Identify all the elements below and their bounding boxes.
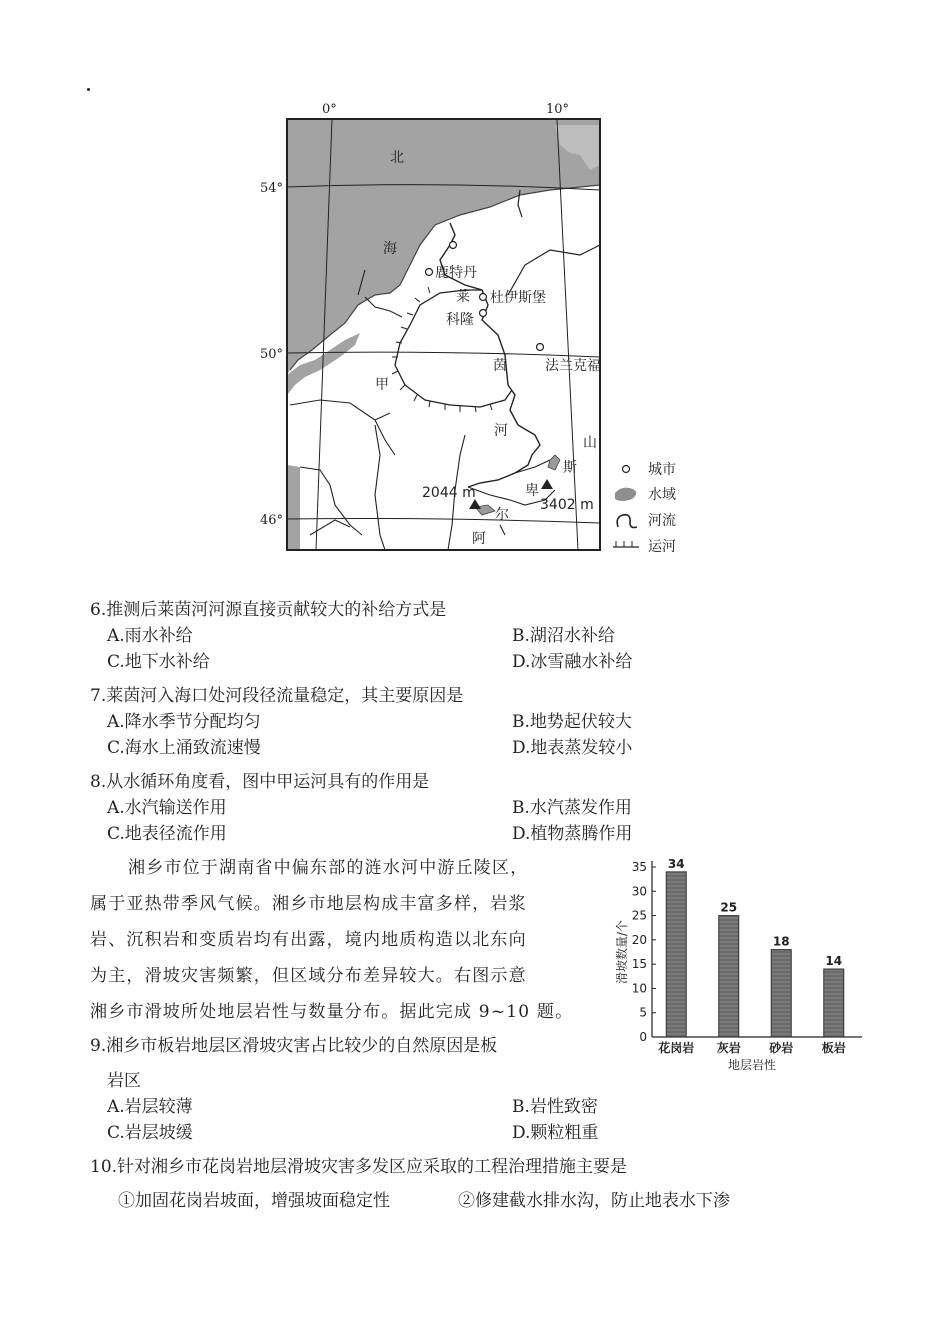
y-tick-label: 10 [631, 981, 647, 996]
canal-jia-label: 甲 [375, 377, 389, 393]
passage-line-5: 湘乡市滑坡所处地层岩性与数量分布。据此完成 9~10 题。 [90, 1002, 574, 1022]
stray-dot [87, 88, 90, 91]
x-tick-label: 花岗岩 [658, 1041, 695, 1055]
north-sea-label-2: 海 [383, 241, 397, 257]
lon-label-10: 10° [546, 102, 570, 117]
q7-option-d: D.地表蒸发较小 [512, 738, 633, 758]
alps-label-2: 尔 [495, 507, 509, 523]
alps-label-3: 卑 [525, 483, 539, 499]
q6-option-a: A.雨水补给 [107, 626, 193, 646]
legend-water-icon [615, 488, 636, 501]
y-tick-label: 5 [639, 1005, 647, 1020]
legend-river-icon [617, 515, 637, 528]
alps-label-4: 斯 [563, 460, 577, 476]
passage-line-1: 湘乡市位于湖南省中偏东部的涟水河中游丘陵区， [128, 858, 529, 878]
q8-option-c: C.地表径流作用 [107, 824, 227, 844]
passage-line-2: 属于亚热带季风气候。湘乡市地层构成丰富多样，岩浆 [90, 894, 527, 914]
cologne-label: 科隆 [446, 312, 474, 328]
q10-item-1: ①加固花岗岩坡面，增强坡面稳定性 [118, 1191, 390, 1211]
q6-option-b: B.湖沼水补给 [512, 626, 615, 646]
peak2-label: 3402 m [540, 497, 594, 513]
duisburg-label: 杜伊斯堡 [490, 290, 546, 306]
q9-option-d: D.颗粒粗重 [512, 1123, 599, 1143]
bar-3 [824, 969, 844, 1037]
legend-city-icon [623, 466, 630, 473]
rotterdam-label: 鹿特丹 [435, 265, 477, 281]
rhine-river [440, 223, 540, 487]
q7-option-a: A.降水季节分配均匀 [107, 712, 261, 732]
bar-2 [771, 950, 791, 1037]
rhine-label-3: 河 [494, 423, 508, 439]
city-cologne [480, 310, 487, 317]
city-rotterdam [426, 269, 433, 276]
x-tick-label: 砂岩 [769, 1041, 794, 1055]
q8-option-b: B.水汽蒸发作用 [512, 798, 632, 818]
q9-option-a: A.岩层较薄 [107, 1097, 193, 1117]
alps-label-1: 阿 [472, 531, 486, 547]
bar-value-label: 25 [720, 900, 738, 915]
lat-label-54: 54° [260, 181, 284, 196]
peak1-label: 2044 m [422, 485, 476, 501]
question-8-stem: 8.从水循环角度看，图中甲运河具有的作用是 [90, 772, 430, 792]
q8-option-d: D.植物蒸腾作用 [512, 824, 633, 844]
bar-value-label: 14 [825, 954, 843, 968]
lat-label-46: 46° [260, 513, 284, 528]
y-axis-label: 滑坡数量/个 [615, 919, 629, 985]
legend-river-label: 河流 [648, 513, 676, 529]
peak-3402 [541, 479, 553, 489]
passage-line-4: 为主，滑坡灾害频繁，但区域分布差异较大。右图示意 [90, 966, 527, 986]
rhine-map [250, 95, 700, 560]
rhine-label-2: 茵 [493, 358, 507, 374]
bar-0 [666, 872, 686, 1037]
alps-label-5: 山 [583, 435, 597, 451]
bar-value-label: 34 [667, 856, 685, 871]
y-tick-label: 20 [631, 932, 647, 947]
q7-option-b: B.地势起伏较大 [512, 712, 632, 732]
bar-1 [719, 916, 739, 1037]
x-tick-label: 灰岩 [716, 1041, 741, 1055]
y-tick-label: 25 [631, 908, 647, 923]
legend-city-label: 城市 [648, 462, 676, 478]
canal-jia [395, 290, 512, 407]
legend-water-label: 水域 [648, 487, 676, 503]
city-frankfurt [537, 344, 544, 351]
north-sea-label-1: 北 [390, 150, 404, 166]
q9-option-b: B.岩性致密 [512, 1097, 598, 1117]
x-tick-label: 板岩 [821, 1041, 846, 1055]
question-9-stem-line2: 岩区 [107, 1071, 141, 1091]
rhine-label-1: 莱 [456, 289, 470, 305]
landslide-bar-chart [600, 850, 880, 1080]
bar-value-label: 18 [772, 934, 790, 949]
q10-item-2: ②修建截水排水沟，防止地表水下渗 [458, 1191, 730, 1211]
y-tick-label: 35 [631, 860, 647, 874]
q7-option-c: C.海水上涌致流速慢 [107, 738, 261, 758]
q6-option-d: D.冰雪融水补给 [512, 652, 633, 672]
y-tick-label: 15 [631, 957, 647, 972]
y-tick-label: 30 [631, 884, 647, 899]
legend-canal-label: 运河 [648, 539, 676, 555]
bay-biscay-water [287, 465, 300, 550]
city-duisburg [480, 294, 487, 301]
q6-option-c: C.地下水补给 [107, 652, 210, 672]
question-6-stem: 6.推测后莱茵河河源直接贡献较大的补给方式是 [90, 600, 447, 620]
y-tick-label: 0 [639, 1030, 647, 1044]
north-sea-water [287, 119, 600, 375]
passage-line-3: 岩、沉积岩和变质岩均有出露，境内地质构造以北东向 [90, 930, 527, 950]
question-9-stem-line1: 9.湘乡市板岩地层区滑坡灾害占比较少的自然原因是板 [90, 1036, 498, 1056]
x-axis-label: 地层岩性 [727, 1058, 777, 1072]
question-7-stem: 7.莱茵河入海口处河段径流量稳定，其主要原因是 [90, 686, 464, 706]
lon-label-0: 0° [322, 102, 337, 117]
frankfurt-label: 法兰克福 [545, 358, 601, 374]
lat-label-50: 50° [260, 347, 284, 362]
legend-canal-icon [613, 541, 639, 547]
q9-option-c: C.岩层坡缓 [107, 1123, 193, 1143]
question-10-stem: 10.针对湘乡市花岗岩地层滑坡灾害多发区应采取的工程治理措施主要是 [90, 1157, 628, 1177]
q8-option-a: A.水汽输送作用 [107, 798, 227, 818]
